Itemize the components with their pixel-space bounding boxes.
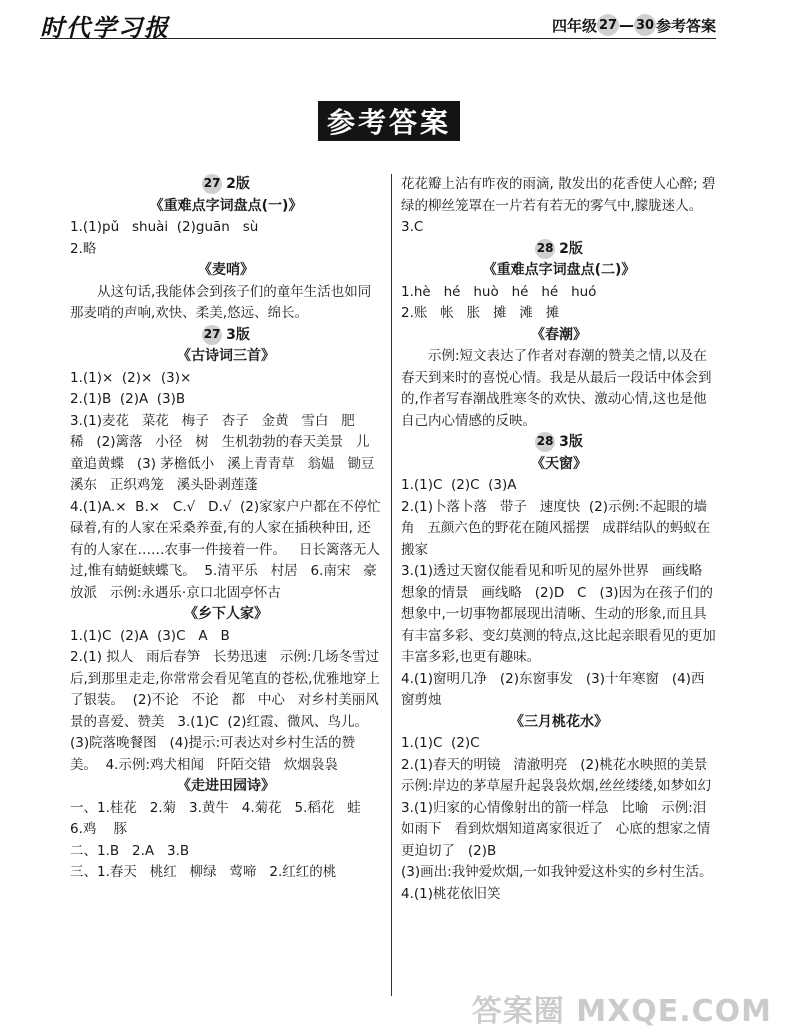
column-divider [391,174,392,996]
issue-number-badge: 28 [535,432,555,452]
answer-line: 2.(1)春天的明镜 清澈明亮 (2)桃花水映照的美景 示例:岸边的茅草屋升起袅袅炊烟,丝丝缕缕,如梦如幻 [401,756,721,794]
answer-line: 3.(1)透过天窗仅能看见和听见的屋外世界 画线略 想象的情景 画线略 (2)D C (3)因为在孩子们的想象中,一切事物都展现出清晰、生动的形象,而且具有丰富多彩、变幻莫测的特点,这比起亲眼看见的更加丰富多彩,也更有趣味。 [401,563,716,665]
right-column [401,174,726,905]
grade-label: 四年级 [551,16,597,35]
issue-end-badge: 30 [634,14,656,36]
issue-number-badge: 28 [535,239,555,259]
article-title: 《重难点字词盘点(二)》 [482,262,636,278]
issue-number-badge: 27 [202,325,222,345]
answer-line: 2.(1) 拟人 雨后春笋 长势迅速 示例:几场冬雪过后,到那里走走,你常常会看见笔直的苍松,优雅地穿上了银装。 (2)不论 不论 都 中心 对乡村美丽风景的喜爱、赞美 3.(1)C (2)红霞、微风、鸟儿。 (3)院落晚餐图 (4)提示:可表达对乡村生活的赞美。 4.示例:鸡犬相闻 阡陌交错 炊烟袅袅 [70,649,380,773]
watermark: 答案圈 MXQE.COM [471,994,772,1029]
answer-line: 1.(1)C (2)C (3)A [401,477,517,493]
newspaper-masthead: 时代学习报 [40,13,170,42]
answer-line: 一、1.桂花 2.菊 3.黄牛 4.菊花 5.稻花 蛙 6.鸡 豚 [70,799,374,837]
answer-line: 2.略 [70,240,97,257]
section-heading [70,325,382,347]
answer-line: 1.hè hé huò hé hé huó [401,283,597,300]
article-title: 《古诗词三首》 [177,348,275,364]
section-label: 3版 [226,326,250,343]
header-issue-label [552,14,716,36]
answer-paragraph: 从这句话,我能体会到孩子们的童年生活也如同那麦哨的声响,欢快、柔美,悠远、绵长。 [70,283,372,321]
answer-line: 二、1.B 2.A 3.B [70,842,190,859]
answer-line: 2.(1)B (2)A (3)B [70,391,186,407]
header-rule [40,38,716,39]
answer-line: 1.(1)C (2)A (3)C A B [70,627,230,644]
answer-line: 4.(1)A.× B.× C.√ D.√ (2)家家户户都在不停忙碌着,有的人家在采桑养蚕,有的人家在插秧种田, 还有的人家在……农事一件接着一件。 日长篱落无人过,惟有蜻蜓蛱蝶飞。 5.清平乐 村居 6.南宋 豪放派 示例:永遇乐·京口北固亭怀古 [70,498,381,601]
answer-line: 3.(1)麦花 菜花 梅子 杏子 金黄 雪白 肥 稀 (2)篱落 小径 树 生机勃勃的春天美景 儿童追黄蝶 (3) 茅檐低小 溪上青青草 翁媪 锄豆溪东 正织鸡笼 溪头卧剥莲蓬 [70,412,375,493]
section-label: 2版 [226,176,250,192]
answer-line: 1.(1)C (2)C [401,735,480,751]
answer-line: 花花瓣上沾有昨夜的雨滴, 散发出的花香使人心醉; 碧绿的柳丝笼罩在一片若有若无的雾气中,朦胧迷人。 3.C [401,176,716,235]
left-column [70,174,382,884]
section-label: 3版 [559,434,583,450]
answer-line: 1.(1)× (2)× (3)× [70,369,192,386]
issue-dash: — [618,16,634,34]
answer-paragraph: 示例:短文表达了作者对春潮的赞美之情,以及在春天到来时的喜悦心情。我是从最后一段话中体会到的,作者写春潮战胜寒冬的欢快、激动心情,这也是他自己内心情感的反映。 [401,348,712,429]
issue-start-badge: 27 [597,14,619,36]
answer-label: 参考答案 [655,16,716,35]
page-title: 参考答案 [318,101,460,141]
answer-line: (3)画出:我钟爱炊烟,一如我钟爱这朴实的乡村生活。 4.(1)桃花依旧笑 [401,864,726,902]
section-heading [401,239,717,261]
section-heading [70,174,382,196]
article-title: 《春潮》 [531,326,587,343]
issue-number-badge: 27 [202,174,222,194]
article-title: 《麦哨》 [198,262,254,278]
answer-line: 2.账 帐 胀 摊 滩 摊 [401,305,560,321]
article-title: 《三月桃花水》 [510,713,608,730]
answer-line: 4.(1)窗明几净 (2)东窗事发 (3)十年寒窗 (4)西窗剪烛 [401,670,705,708]
section-label: 2版 [559,240,583,257]
answer-line: 3.(1)归家的心情像射出的箭一样急 比喻 示例:泪如雨下 看到炊烟知道离家很近了 心底的想家之情更迫切了 (2)B [401,799,711,859]
article-title: 《天窗》 [531,455,587,472]
answer-line: 2.(1)卜落卜落 带子 速度快 (2)示例:不起眼的墙角 五颜六色的野花在随风摇摆 成群结队的蚂蚁在搬家 [401,498,711,558]
answer-line: 三、1.春天 桃红 柳绿 莺啼 2.红红的桃 [70,864,337,880]
article-title: 《重难点字词盘点(一)》 [149,197,303,214]
article-title: 《乡下人家》 [184,606,268,622]
article-title: 《走进田园诗》 [177,778,275,794]
section-heading [401,432,717,454]
answer-line: 1.(1)pǔ shuài (2)guān sù [70,219,259,235]
